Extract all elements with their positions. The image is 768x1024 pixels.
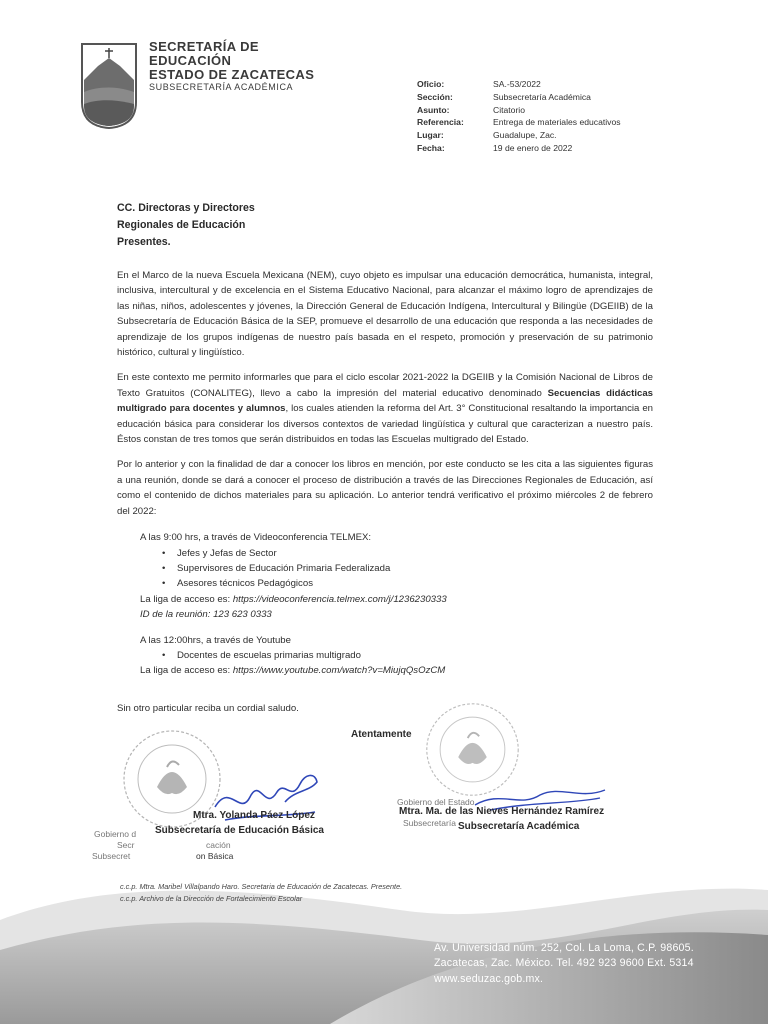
paragraph-intro: En el Marco de la nueva Escuela Mexicana (NEM), cuyo objeto es impulsar una educación democrática, humanista, integral, inclusiva, intercultural y de excelencia en el Sistema Educativo Nacional, para alcanzar el máximo logro de aprendizajes de las niñas, niños, adolescentes y jóvenes, la Dirección General de Educación Indígena, Intercultural y Bilingüe (DGEIIB) de la Subsecretaría de Educación Básica de la SEP, promueve el desarrollo de una educación que responda a las necesidades de aprendizaje de los grupos indígenas de nuestro país basada en el respeto, promoción y preservación de su patrimonio histórico, cultural y lingüístico. <box>117 270 653 359</box>
session1-list <box>140 546 653 592</box>
signer1-title: Subsecretaría de Educación Básica <box>155 825 324 836</box>
reference-row-fecha <box>417 143 621 156</box>
stamp-text-3b: on Básica <box>196 851 234 861</box>
reference-label: Sección: <box>417 91 453 102</box>
reference-block <box>417 79 621 156</box>
addressee-line2: Regionales de Educación <box>117 219 246 231</box>
reference-value: SA.-53/2022 <box>493 79 541 89</box>
footer-website[interactable]: www.seduzac.gob.mx. <box>434 972 544 985</box>
closing-line: Sin otro particular reciba un cordial saludo. <box>117 702 299 714</box>
reference-label: Oficio: <box>417 79 445 89</box>
list-item: • Jefes y Jefas de Sector <box>162 546 653 561</box>
signer1-name: Mtra. Yolanda Páez López <box>193 810 315 821</box>
addressee-line3: Presentes. <box>117 236 171 248</box>
reference-value: 19 de enero de 2022 <box>493 142 573 153</box>
institution-name-line3: ESTADO DE ZACATECAS <box>149 67 315 82</box>
reference-row-oficio <box>417 79 621 92</box>
session2-title: A las 12:00hrs, a través de Youtube <box>140 634 291 646</box>
stamp-text-4: Gobierno del Estado <box>397 797 475 807</box>
addressee <box>117 200 653 251</box>
material-title: Secuencias didácticas multigrado para docentes y alumnos <box>117 387 654 415</box>
paragraph-meeting: Por lo anterior y con la finalidad de dar a conocer los libros en mención, por este conducto se les cita a las siguientes figuras a una reunión, donde se dará a conocer el proceso de distribución a través de las Direcciones Regionales de Educación, así como el contenido de dichos materiales para su aplicación. Lo anterior tendrá verificativo el próximo miércoles 2 de febrero del 2022: <box>117 459 653 517</box>
reference-value: Entrega de materiales educativos <box>493 117 621 128</box>
reference-value: Citatorio <box>493 104 525 115</box>
session2-link-line <box>140 663 653 678</box>
paragraph-context-b: , los cuales atienden la reforma del Art. 3° Constitucional resaltando la importancia en educación básica para considerar los diversos contextos de variedad lingüística y cultural que caracterizan a nuestro país. Éstos constan de tres tomos que serán distribuidos en todas las Escuelas multigrado del Estado. <box>117 403 653 446</box>
stamp-text-5: Subsecretaría <box>403 818 456 828</box>
stamp-text-1: Gobierno d <box>94 829 137 839</box>
telmex-link[interactable]: https://videoconferencia.telmex.com/j/1236230333 <box>232 593 447 605</box>
signature-scribble-icon <box>205 762 325 832</box>
link-label: La liga de acceso es: <box>140 665 233 677</box>
list-item: • Docentes de escuelas primarias multigrado <box>162 648 653 663</box>
ccp-line2: c.c.p. Archivo de la Dirección de Fortalecimiento Escolar <box>120 894 303 903</box>
paragraph-context <box>117 370 653 447</box>
link-label: La liga de acceso es: <box>140 593 233 605</box>
reference-label: Asunto: <box>417 104 450 115</box>
session1-link-line <box>140 592 653 607</box>
reference-label: Fecha: <box>417 142 445 153</box>
reference-value: Guadalupe, Zac. <box>493 130 557 141</box>
stamp-text-2: Secr <box>117 840 135 850</box>
reference-label: Referencia: <box>417 117 464 128</box>
reference-row-asunto <box>417 105 621 118</box>
reference-row-lugar <box>417 130 621 143</box>
institution-header <box>149 40 314 92</box>
stamp-text-2b: cación <box>206 840 231 850</box>
stamp-text-3: Subsecret <box>92 851 131 861</box>
reference-value: Subsecretaría Académica <box>493 91 591 102</box>
paragraph-context-a: En este contexto me permito informarles que para el ciclo escolar 2021-2022 la DGEIIB y la Comisión Nacional de Libros de Texto Gratuitos (CONALITEG), llevo a cabo la impresión del material educativo denominado <box>117 372 653 399</box>
footer-address-line2: Zacatecas, Zac. México. Tel. 492 923 9600 Ext. 5314 <box>434 957 694 970</box>
list-item: • Asesores técnicos Pedagógicos <box>162 576 653 591</box>
session-telmex <box>140 530 653 679</box>
session2-list <box>140 648 653 663</box>
ccp-line1: c.c.p. Mtra. Maribel Villalpando Haro. Secretaria de Educación de Zacatecas. Presente. <box>120 882 403 891</box>
institution-subsecretaria: SUBSECRETARÍA ACADÉMICA <box>149 82 294 92</box>
reference-label: Lugar: <box>417 130 444 141</box>
institution-name-line1: SECRETARÍA DE <box>149 39 259 54</box>
signer2-title: Subsecretaría Académica <box>458 821 580 832</box>
addressee-line1: CC. Directoras y Directores <box>117 202 255 214</box>
signer2-name: Mtra. Ma. de las Nieves Hernández Ramírez <box>399 806 605 817</box>
meeting-id: ID de la reunión: 123 623 0333 <box>140 609 272 621</box>
session1-title: A las 9:00 hrs, a través de Videoconferencia TELMEX: <box>140 532 372 544</box>
list-item: • Supervisores de Educación Primaria Federalizada <box>162 561 653 576</box>
institution-name-line2: EDUCACIÓN <box>149 53 232 68</box>
footer-address-line1: Av. Universidad núm. 252, Col. La Loma, C.P. 98605. <box>434 942 694 954</box>
reference-row-referencia <box>417 117 621 130</box>
footer-address <box>434 941 694 987</box>
reference-row-seccion <box>417 92 621 105</box>
youtube-link[interactable]: https://www.youtube.com/watch?v=MiujqQsOzCM <box>232 665 446 677</box>
secretaria-logo-icon <box>78 40 140 130</box>
letter-body <box>117 200 653 716</box>
atentamente: Atentamente <box>351 729 412 740</box>
ccp-block <box>120 881 402 905</box>
